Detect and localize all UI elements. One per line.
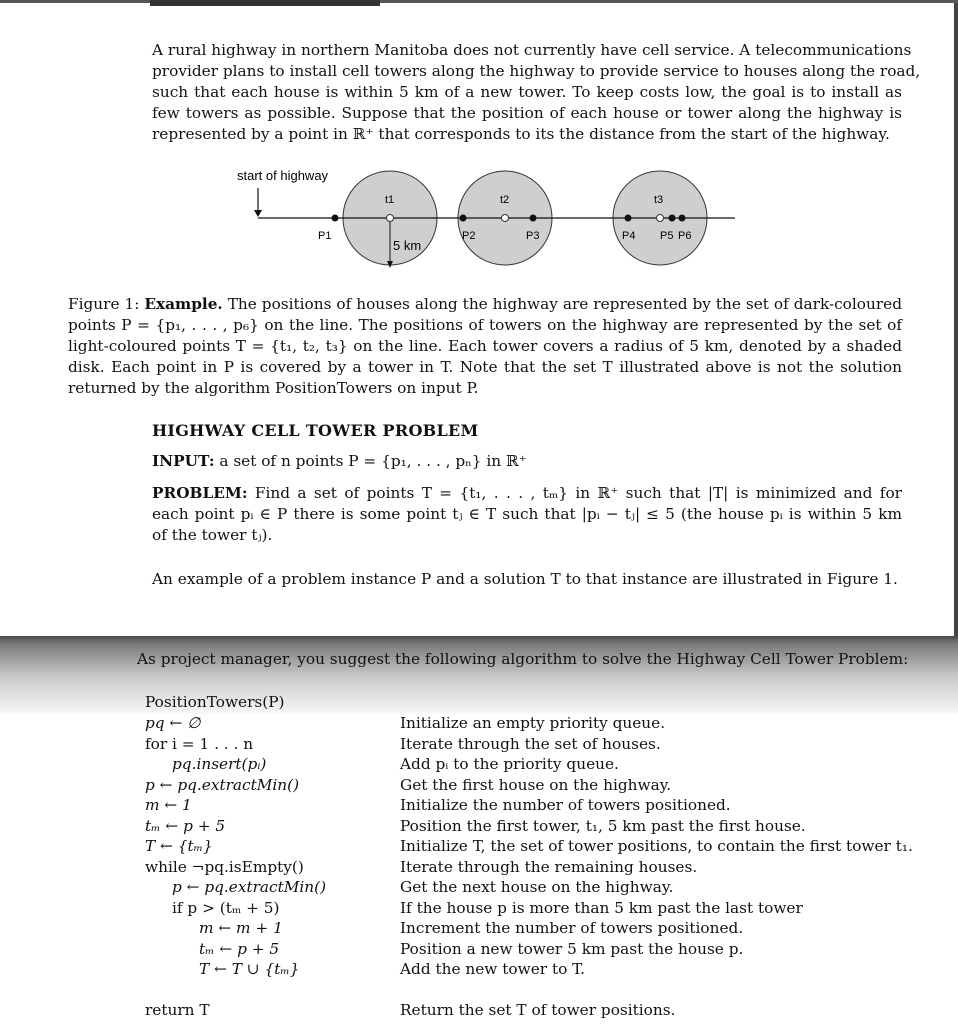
house-label: P1	[318, 230, 332, 242]
house-point	[460, 215, 467, 222]
pseudocode-line: if p > (tₘ + 5)	[172, 898, 280, 917]
pseudocode-line: pq.insert(pᵢ)	[172, 755, 267, 773]
pseudocode-comment: If the house p is more than 5 km past the last tower	[400, 898, 803, 917]
highway-figure	[230, 163, 750, 278]
caption-line: returned by the algorithm PositionTowers on input P.	[68, 379, 479, 397]
problem-statement	[152, 483, 902, 546]
pseudocode-comments	[400, 713, 913, 1021]
pseudocode-comment: Initialize the number of towers positioned.	[400, 796, 731, 814]
problem-title: HIGHWAY CELL TOWER PROBLEM	[152, 421, 479, 440]
house-point	[530, 215, 537, 222]
problem-label: PROBLEM:	[152, 484, 248, 502]
figure-caption	[68, 294, 902, 399]
house-label: P3	[526, 230, 540, 242]
house-point	[332, 215, 339, 222]
intro-line: A rural highway in northern Manitoba does not currently have cell service. A telecommunications	[152, 41, 912, 59]
pseudocode-line: return T	[145, 1001, 210, 1019]
pseudocode-line	[145, 980, 326, 1001]
pseudocode-line: T ← T ∪ {tₘ}	[199, 960, 300, 978]
pseudocode-line: m ← m + 1	[199, 919, 283, 937]
house-point	[679, 215, 686, 222]
pseudocode-line: tₘ ← p + 5	[145, 816, 226, 835]
pseudocode-comment: Return the set T of tower positions.	[400, 1001, 676, 1019]
intro-paragraph	[152, 40, 921, 145]
tower-label: t2	[500, 194, 510, 206]
pseudocode-line: tₘ ← p + 5	[199, 939, 280, 958]
caption-line: light-coloured points T = {t₁, t₂, t₃} on the line. Each tower covers a radius of 5 km, denoted by a shaded	[68, 337, 902, 355]
pseudocode-comment: Get the next house on the highway.	[400, 878, 674, 896]
problem-line	[152, 483, 902, 504]
pseudocode-comment: Add pᵢ to the priority queue.	[400, 755, 619, 773]
radius-label: 5 km	[393, 238, 422, 253]
pseudocode-line: for i = 1 . . . n	[145, 734, 254, 753]
house-point	[669, 215, 676, 222]
caption-line: disk. Each point in P is covered by a tower in T. Note that the set T illustrated above is not the solution	[68, 358, 902, 376]
pseudocode-line: p ← pq.extractMin()	[145, 775, 300, 794]
problem-input	[152, 452, 527, 470]
pseudocode-line: m ← 1	[145, 796, 192, 814]
problem-text: Find a set of points T = {t₁, . . . , tₘ} in ℝ⁺ such that |T| is minimized and for	[247, 484, 902, 502]
input-text: a set of n points P = {p₁, . . . , pₙ} in ℝ⁺	[214, 452, 527, 470]
start-label: start of highway	[237, 168, 329, 183]
pseudocode-block	[145, 713, 326, 1021]
example-sentence: An example of a problem instance P and a solution T to that instance are illustrated in Figure 1.	[152, 570, 898, 588]
pseudocode-comment: Increment the number of towers positioned.	[400, 919, 744, 937]
pseudocode-comment: Iterate through the set of houses.	[400, 734, 661, 753]
page-edge	[954, 3, 958, 639]
pseudocode-comment: Get the first house on the highway.	[400, 775, 672, 794]
tower-label: t1	[385, 194, 395, 206]
house-point	[625, 215, 632, 222]
tower-label: t3	[654, 194, 664, 206]
cut-off-heading	[150, 0, 380, 6]
pseudocode-comment: Iterate through the remaining houses.	[400, 857, 698, 876]
intro-line: provider plans to install cell towers along the highway to provide service to houses along the road,	[152, 62, 921, 80]
caption-label: Figure 1:	[68, 295, 140, 313]
tower-point	[387, 215, 394, 222]
start-arrow-head	[254, 210, 262, 217]
input-label: INPUT:	[152, 452, 215, 470]
pseudocode-line: T ← {tₘ}	[145, 837, 213, 855]
algorithm-intro: As project manager, you suggest the following algorithm to solve the Highway Cell Tower Problem:	[137, 650, 909, 668]
pseudocode-comment: Add the new tower to T.	[400, 960, 585, 978]
pseudocode-comment	[400, 980, 913, 1001]
caption-title: Example.	[144, 295, 223, 313]
pseudocode-comment: Initialize an empty priority queue.	[400, 714, 666, 732]
pseudocode-comment: Position a new tower 5 km past the house p.	[400, 939, 744, 958]
caption-text: The positions of houses along the highway are represented by the set of dark-coloured	[222, 295, 902, 313]
algorithm-name: PositionTowers(P)	[145, 693, 285, 711]
pseudocode-line: p ← pq.extractMin()	[172, 878, 327, 896]
pseudocode-line: while ¬pq.isEmpty()	[145, 857, 304, 876]
problem-line: each point pᵢ ∈ P there is some point tⱼ ∈ T such that |pᵢ − tⱼ| ≤ 5 (the house pᵢ is within 5 km	[152, 505, 902, 523]
pseudocode-comment: Initialize T, the set of tower positions, to contain the first tower t₁.	[400, 837, 913, 855]
intro-line: such that each house is within 5 km of a new tower. To keep costs low, the goal is to install as	[152, 83, 902, 101]
house-label: P6	[678, 230, 692, 242]
house-label: P4	[622, 230, 636, 242]
problem-line: of the tower tⱼ).	[152, 526, 273, 544]
page-separator	[0, 636, 958, 716]
caption-line: points P = {p₁, . . . , p₆} on the line. The positions of towers on the highway are represented by the set of	[68, 316, 902, 334]
intro-line: represented by a point in ℝ⁺ that corresponds to its the distance from the start of the highway.	[152, 125, 890, 143]
house-label: P5	[660, 230, 674, 242]
pseudocode-comment: Position the first tower, t₁, 5 km past the first house.	[400, 816, 806, 835]
pseudocode-line: pq ← ∅	[145, 714, 201, 732]
tower-point	[502, 215, 509, 222]
intro-line: few towers as possible. Suppose that the position of each house or tower along the highway is	[152, 104, 902, 122]
caption-line	[68, 294, 902, 315]
tower-point	[657, 215, 664, 222]
house-label: P2	[462, 230, 476, 242]
